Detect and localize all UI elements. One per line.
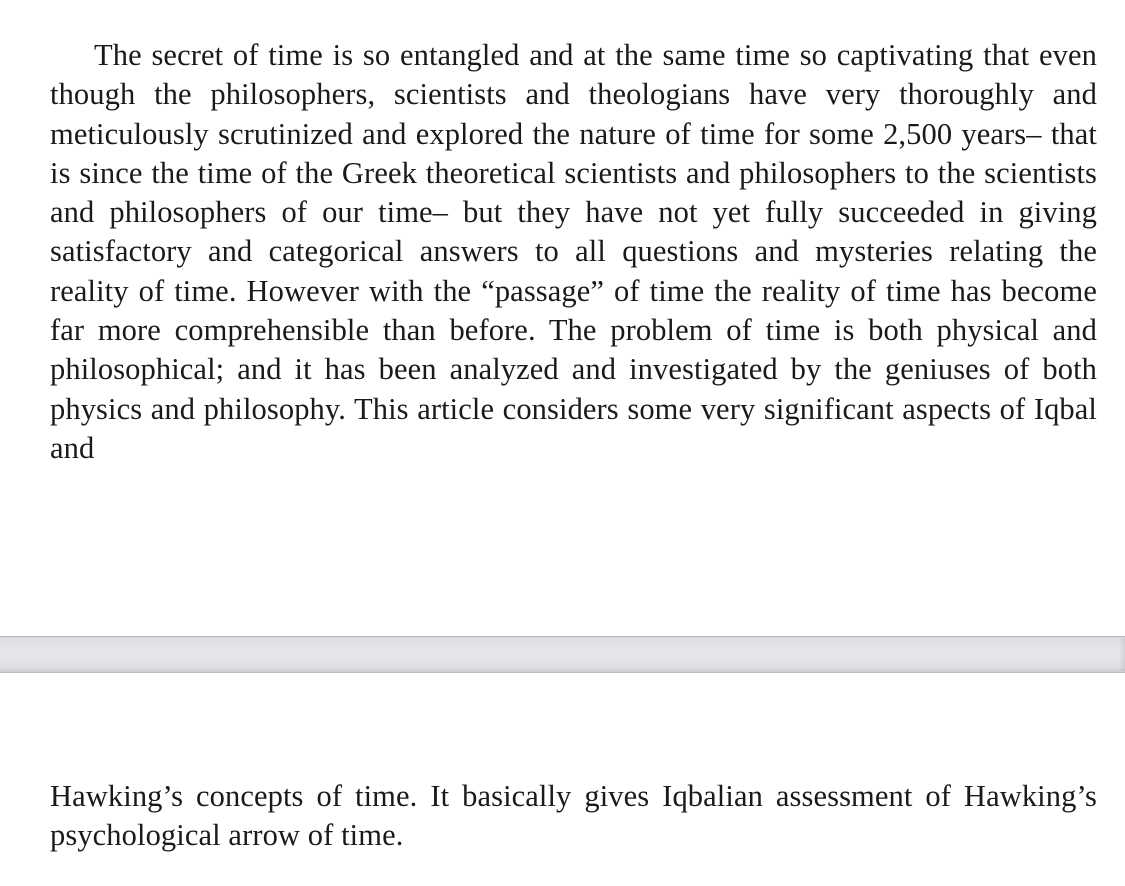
page-break-separator [0,636,1125,673]
separator-shade [1119,638,1125,671]
abstract-paragraph-part-two: Hawking’s concepts of time. It basically gives Iqbalian assessment of Hawking’s psychological arrow of time. [50,779,1097,853]
document-page-bottom [0,673,1125,886]
abstract-paragraph-part-one: The secret of time is so entangled and at the same time so captivating that even though the philosophers, scientists and theologians have very thoroughly and meticulously scrutinized and explored the nature of time for some 2,500 years– that is since the time of the Greek theoretical scientists and philosophers to the scientists and philosophers of our time– but they have not yet fully succeeded in giving satisfactory and categorical answers to all questions and mysteries relating the reality of time. However with the “passage” of time the reality of time has become far more comprehensible than before. The problem of time is both physical and philosophical; and it has been analyzed and investigated by the geniuses of both physics and philosophy. This article considers some very significant aspects of Iqbal and [50,38,1097,465]
separator-top-edge [0,636,1125,637]
